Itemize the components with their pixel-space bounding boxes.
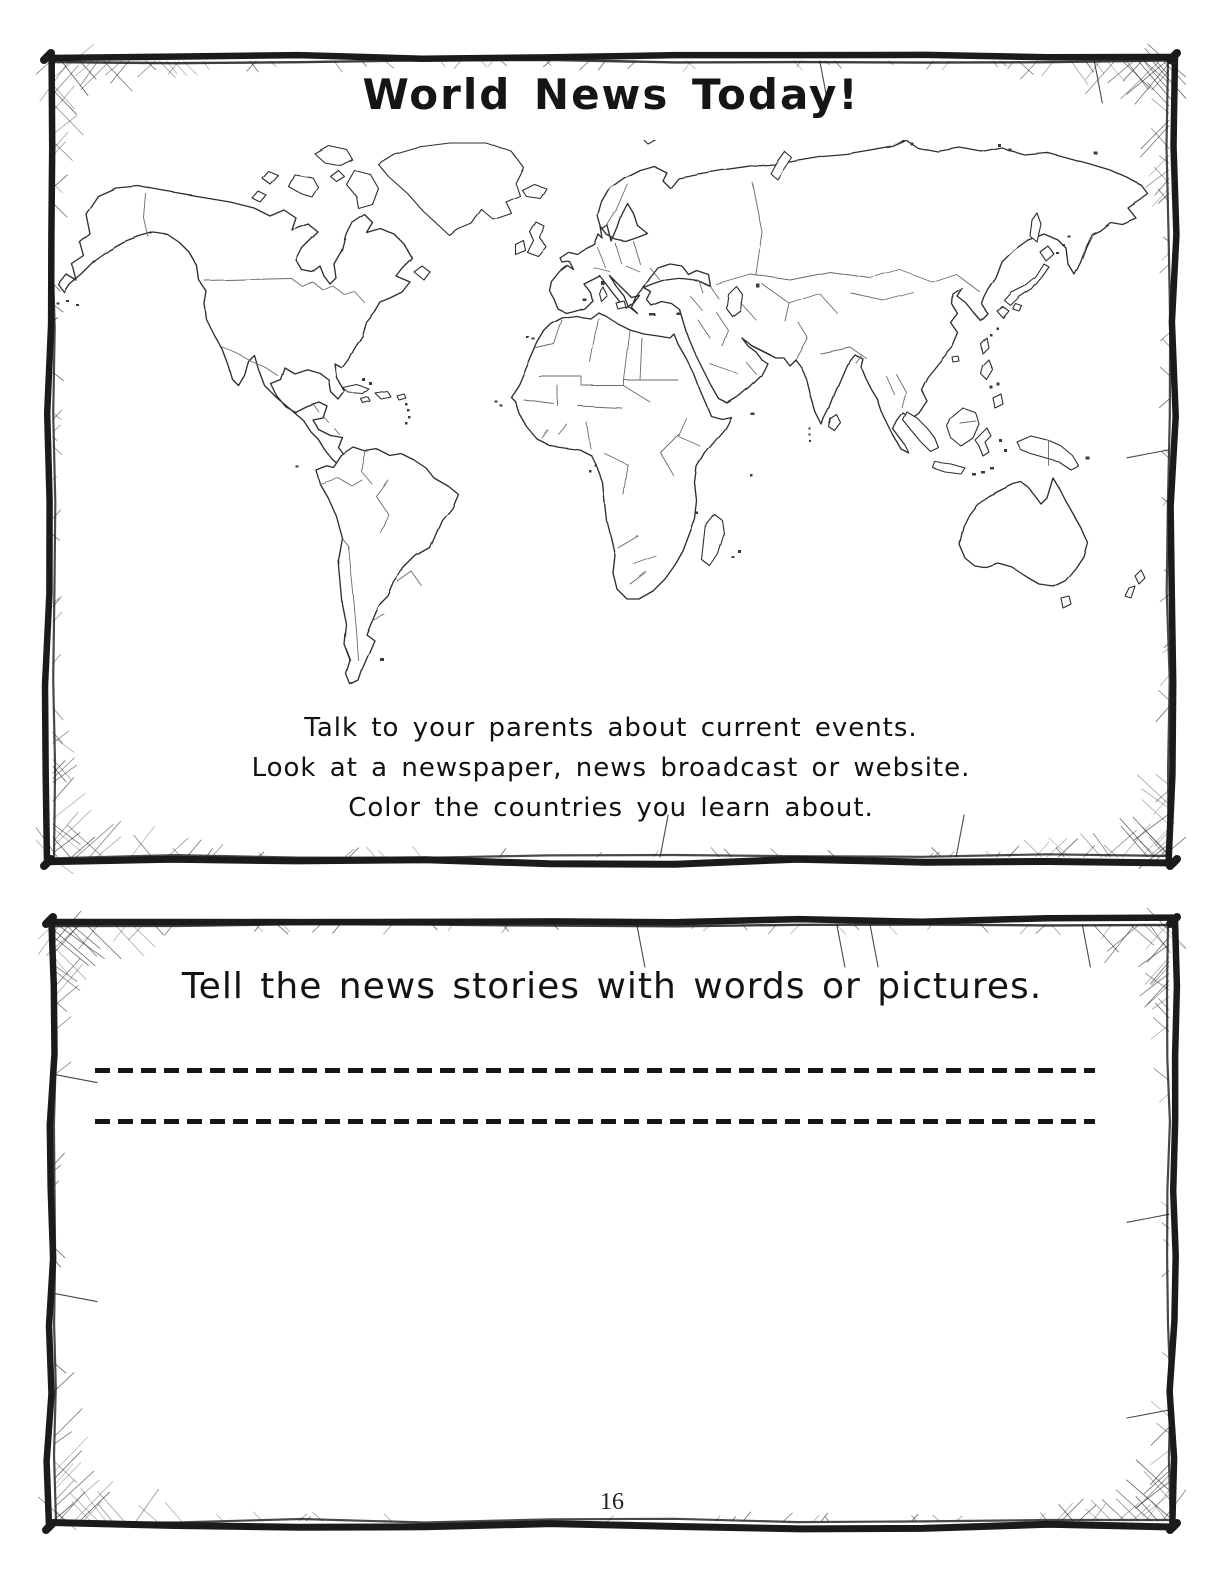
map-british-isles <box>516 184 547 257</box>
instruction-line-3: Color the countries you learn about. <box>348 793 874 823</box>
instruction-line-1: Talk to your parents about current events. <box>304 713 918 743</box>
story-heading: Tell the news stories with words or pictures. <box>181 966 1043 1007</box>
worksheet-title: World News Today! <box>362 70 860 119</box>
map-south-america <box>296 448 458 684</box>
news-map-panel <box>36 44 1186 874</box>
world-map-container <box>56 140 1162 702</box>
instruction-text <box>36 708 1186 828</box>
map-oceania <box>903 327 1145 608</box>
map-north-america <box>56 143 524 476</box>
writing-line-2[interactable] <box>95 1119 1095 1124</box>
page-number: 16 <box>600 1489 624 1515</box>
story-panel <box>38 908 1186 1538</box>
instruction-line-2: Look at a newspaper, news broadcast or website. <box>251 753 971 783</box>
writing-line-1[interactable] <box>95 1068 1095 1073</box>
world-map <box>56 140 1162 702</box>
